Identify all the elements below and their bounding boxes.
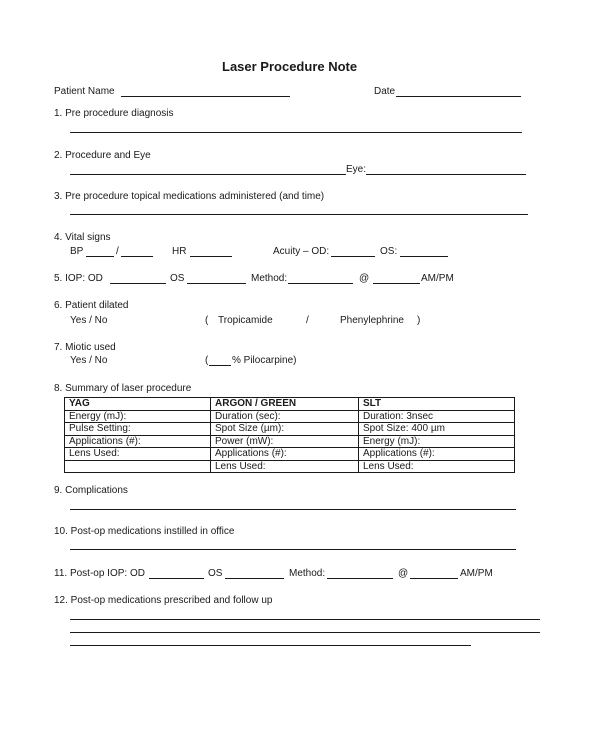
table-header-row — [65, 398, 515, 411]
q6-label: 6. Patient dilated — [54, 300, 129, 311]
bp-systolic-field[interactable] — [86, 256, 114, 257]
q3-label: 3. Pre procedure topical medications administered (and time) — [54, 191, 325, 202]
table-cell[interactable]: Energy (mJ): — [65, 410, 211, 423]
q2-label: 2. Procedure and Eye — [54, 150, 151, 161]
table-cell[interactable]: Duration (sec): — [211, 410, 359, 423]
q10-answer-line[interactable] — [70, 549, 516, 550]
table-cell[interactable]: Power (mW): — [211, 435, 359, 448]
table-cell[interactable]: Applications (#): — [211, 448, 359, 461]
postop-iop-od-field[interactable] — [149, 578, 204, 579]
q5-method-label: Method: — [251, 273, 288, 284]
q12-label: 12. Post-op medications prescribed and follow up — [54, 595, 273, 606]
table-cell[interactable]: Spot Size (µm): — [211, 423, 359, 436]
date-label: Date — [374, 86, 396, 97]
q4-slash: / — [116, 246, 119, 257]
postop-iop-os-field[interactable] — [225, 578, 284, 579]
table-cell[interactable]: Energy (mJ): — [359, 435, 515, 448]
bp-diastolic-field[interactable] — [121, 256, 153, 257]
q6-slash: / — [306, 315, 309, 326]
table-row — [65, 460, 515, 473]
table-cell[interactable]: Lens Used: — [359, 460, 515, 473]
q11-iop-label: 11. Post-op IOP: OD — [54, 568, 145, 579]
iop-od-field[interactable] — [110, 283, 166, 284]
table-row — [65, 435, 515, 448]
laser-summary-table — [64, 397, 515, 473]
table-cell[interactable]: Lens Used: — [211, 460, 359, 473]
q1-label: 1. Pre procedure diagnosis — [54, 108, 174, 119]
postop-method-field[interactable] — [327, 578, 393, 579]
table-cell[interactable]: Lens Used: — [65, 448, 211, 461]
q4-acuity-label: Acuity – OD: — [273, 246, 330, 257]
q11-os-label: OS — [208, 568, 223, 579]
page-title: Laser Procedure Note — [222, 59, 358, 74]
table-header-yag: YAG — [65, 398, 211, 411]
q8-label: 8. Summary of laser procedure — [54, 383, 192, 394]
q11-ampm-label: AM/PM — [460, 568, 493, 579]
q2-procedure-line[interactable] — [70, 174, 346, 175]
q4-hr-label: HR — [172, 246, 187, 257]
iop-method-field[interactable] — [288, 283, 353, 284]
q5-iop-label: 5. IOP: OD — [54, 273, 103, 284]
q11-at-label: @ — [398, 568, 409, 579]
q9-label: 9. Complications — [54, 485, 128, 496]
q5-at-label: @ — [359, 273, 370, 284]
q6-paren-open: ( — [205, 315, 209, 326]
q4-label: 4. Vital signs — [54, 232, 111, 243]
q12-answer-line[interactable] — [70, 645, 471, 646]
table-row — [65, 448, 515, 461]
q9-answer-line[interactable] — [70, 509, 516, 510]
table-cell[interactable]: Applications (#): — [65, 435, 211, 448]
q2-eye-line[interactable] — [366, 174, 526, 175]
pilocarpine-percent-field[interactable] — [209, 365, 231, 366]
table-row — [65, 423, 515, 436]
q5-os-label: OS — [170, 273, 185, 284]
q2-eye-label: Eye: — [346, 164, 367, 175]
acuity-od-field[interactable] — [331, 256, 375, 257]
patient-name-field[interactable] — [121, 96, 290, 97]
q1-answer-line[interactable] — [70, 132, 522, 133]
table-cell[interactable]: Pulse Setting: — [65, 423, 211, 436]
table-cell[interactable]: Duration: 3nsec — [359, 410, 515, 423]
table-row — [65, 410, 515, 423]
postop-time-field[interactable] — [410, 578, 458, 579]
table-cell[interactable]: Applications (#): — [359, 448, 515, 461]
patient-name-label: Patient Name — [54, 86, 115, 97]
q7-label: 7. Miotic used — [54, 342, 116, 353]
table-cell[interactable] — [65, 460, 211, 473]
table-header-argon-green: ARGON / GREEN — [211, 398, 359, 411]
q12-answer-line[interactable] — [70, 619, 540, 620]
q12-answer-line[interactable] — [70, 632, 540, 633]
q6-tropicamide[interactable]: Tropicamide — [218, 315, 273, 326]
date-field[interactable] — [396, 96, 521, 97]
table-cell[interactable]: Spot Size: 400 µm — [359, 423, 515, 436]
q6-phenylephrine[interactable]: Phenylephrine — [340, 315, 404, 326]
iop-time-field[interactable] — [373, 283, 420, 284]
q7-yes-no[interactable]: Yes / No — [70, 355, 108, 366]
q4-os-label: OS: — [380, 246, 398, 257]
q3-answer-line[interactable] — [70, 214, 528, 215]
q7-paren-open: ( — [205, 355, 209, 366]
table-header-slt: SLT — [359, 398, 515, 411]
q11-method-label: Method: — [289, 568, 326, 579]
acuity-os-field[interactable] — [400, 256, 448, 257]
q4-bp-label: BP — [70, 246, 84, 257]
iop-os-field[interactable] — [187, 283, 246, 284]
hr-field[interactable] — [190, 256, 232, 257]
q5-ampm-label: AM/PM — [421, 273, 454, 284]
q10-label: 10. Post-op medications instilled in office — [54, 526, 235, 537]
q6-yes-no[interactable]: Yes / No — [70, 315, 108, 326]
q7-pilocarpine: % Pilocarpine) — [232, 355, 297, 366]
q6-paren-close: ) — [417, 315, 421, 326]
